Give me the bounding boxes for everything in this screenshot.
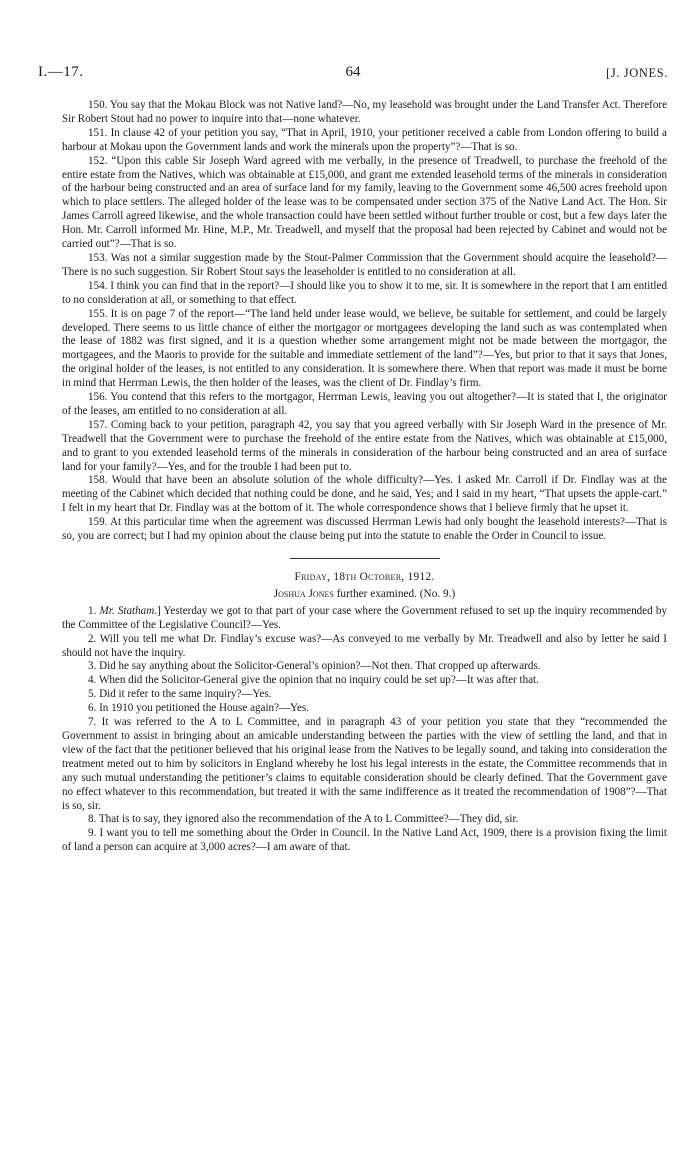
question-1-text: ] Yesterday we got to that part of your case where the Government refused to set up the inquiry recommended by the Committee of the Legislative Council?—Yes. [62, 604, 667, 631]
question-153: 153. Was not a similar suggestion made by the Stout-Palmer Commission that the Government should acquire the leasehold?—There is no such suggestion. Sir Robert Stout says the leaseholder is entitled to no consideration at all. [62, 251, 667, 278]
question-159: 159. At this particular time when the agreement was discussed Herrman Lewis had only bought the leasehold interests?—That is so, you are correct; but I had my opinion about the clause being put into the statute to enable the Order in Council to issue. [62, 516, 667, 543]
page-number: 64 [345, 64, 361, 80]
question-152: 152. “Upon this cable Sir Joseph Ward agreed with me verbally, in the presence of Treadwell, to purchase the freehold of the entire estate from the Natives, which was obtainable at £15,000, and grant me extended leasehold terms of the minerals in consideration of the harbour being constructed and an area of surface land for my family, leaving to the Government some 46,500 acres freehold upon which to place settlers. The alleged holder of the lease was to be compensated under section 375 of the Native Land Act. The Hon. Sir James Carroll agreed likewise, and the whole transaction could have been settled without further trouble or cost, but a few days later the Hon. Mr. Carroll informed Mr. Hine, M.P., Mr. Treadwell, and myself that the proposal had been rejected by Cabinet and would not be carried out”?—That is so. [62, 154, 667, 251]
question-1 [62, 605, 667, 633]
question-156: 156. You contend that this refers to the mortgagor, Herrman Lewis, leaving you out altogether?—It is stated that I, the originator of the leases, am entitled to no consideration at all. [62, 391, 667, 417]
question-155: 155. It is on page 7 of the report—“The land held under lease would, we believe, be suitable for settlement, and could be largely developed. There seems to us little chance of either the mortgagor or mortgagees developing the land such as was contemplated when the lease of 1882 was first signed, and it is a question whether some arrangement might not be made between the mortgagor, the mortgagees, and the Maoris to provide for the suitable and immediate settlement of the land”?—Yes, but prior to that it says that Jones, the original holder of the leases, is not entitled to any consideration. It is somewhere there. When that report was made it must be borne in mind that Herrman Lewis, the then holder of the leases, was the client of Dr. Findlay’s firm. [62, 307, 667, 390]
examination-heading-text: further examined. (No. 9.) [336, 587, 456, 600]
witness-heading-name: Joshua Jones [273, 587, 334, 600]
witness-name: [J. JONES. [606, 66, 668, 80]
question-3: 3. Did he say anything about the Solicitor-General’s opinion?—Not then. That cropped up afterwards. [88, 660, 541, 673]
question-151: 151. In clause 42 of your petition you say, “That in April, 1910, your petitioner received a cable from London offering to build a harbour at Mokau upon the Government lands and work the minerals upon the property”?—That is so. [62, 126, 667, 153]
question-8: 8. That is to say, they ignored also the recommendation of the A to L Committee?—They did, sir. [88, 813, 519, 826]
page-header [38, 64, 668, 84]
question-5: 5. Did it refer to the same inquiry?—Yes. [88, 688, 272, 701]
question-6: 6. In 1910 you petitioned the House again?—Yes. [88, 702, 310, 715]
date-heading: Friday, 18th October, 1912. [294, 571, 435, 583]
document-body [62, 99, 667, 855]
question-2: 2. Will you tell me what Dr. Findlay’s excuse was?—As conveyed to me verbally by Mr. Treadwell and also by letter he said I should not have the inquiry. [62, 632, 667, 659]
question-1-number: 1. [88, 604, 97, 617]
examination-heading [62, 588, 667, 602]
paper-reference: I.—17. [38, 64, 84, 80]
question-4: 4. When did the Solicitor-General give the opinion that no inquiry could be set up?—It was after that. [88, 674, 539, 687]
question-1-speaker: Mr. Statham. [99, 604, 157, 617]
section-divider [290, 558, 440, 559]
question-154: 154. I think you can find that in the report?—I should like you to show it to me, sir. It is somewhere in the report that I am entitled to no consideration at all, or something to that effect. [62, 279, 667, 306]
question-158: 158. Would that have been an absolute solution of the whole difficulty?—Yes. I asked Mr. Carroll if Dr. Findlay was at the meeting of the Cabinet which decided that nothing could be done, and he said, Yes; and I said in my heart, “That upsets the apple-cart.” I felt in my heart that Dr. Findlay was at the bottom of it. The whole correspondence shows that I believe firmly that he upset it. [62, 474, 667, 515]
question-157: 157. Coming back to your petition, paragraph 42, you say that you agreed verbally with Sir Joseph Ward in the presence of Mr. Treadwell that the Government were to purchase the freehold of the entire estate from the Natives, which was obtainable at £15,000, and to grant to you extended leasehold terms of the minerals in consideration of the harbour being constructed and an area of surface land for your family?—Yes, and for the trouble I had been put to. [62, 418, 667, 473]
question-9: 9. I want you to tell me something about the Order in Council. In the Native Land Act, 1909, there is a provision fixing the limit of land a person can acquire at 3,000 acres?—I am aware of that. [62, 827, 667, 854]
question-150: 150. You say that the Mokau Block was not Native land?—No, my leasehold was brought under the Land Transfer Act. Therefore Sir Robert Stout had no power to inquire into that—none whatever. [62, 99, 667, 125]
question-7: 7. It was referred to the A to L Committee, and in paragraph 43 of your petition you state that they “recommended the Government to assist in bringing about an amicable understanding between the parties with the view of settling the land, and that in view of the fact that the petitioner believed that his original lease from the Natives to be legally sound, and taking into consideration the treatment meted out to him by solicitors in England whereby he lost his legal interests in the estate, the Committee recommends that in any such mutual understanding the petitioner’s claims to equitable consideration should be clearly defined. That the Government gave no effect whatever to this recommendation, but treated it with the same indifference as it treated the recommendation of 1908”?—That is so, sir. [62, 716, 667, 812]
